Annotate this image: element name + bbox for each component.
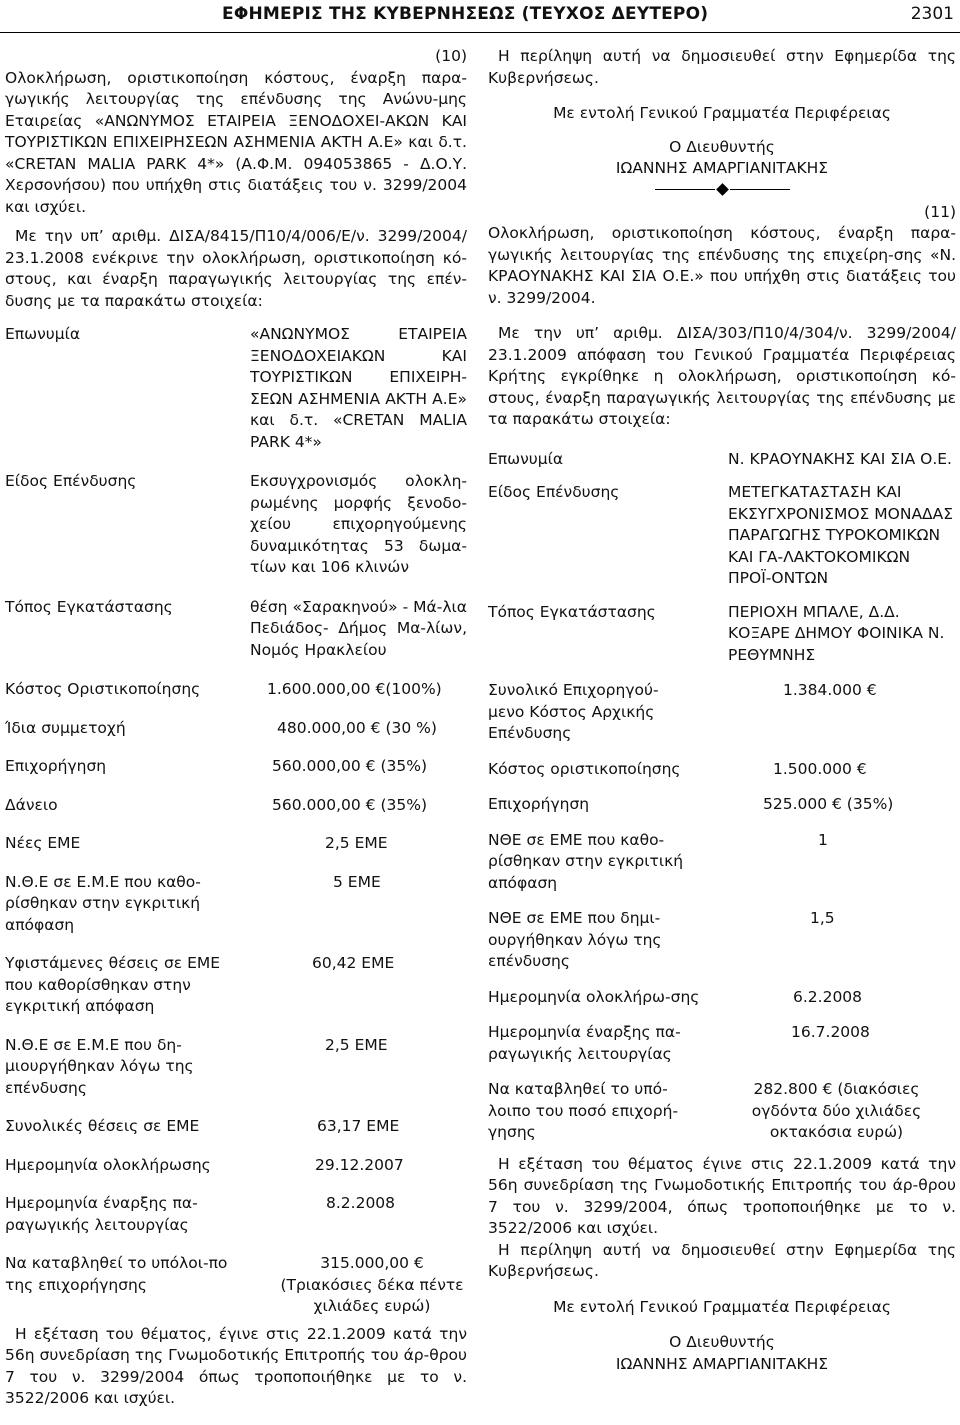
announcement-intro: Ολοκλήρωση, οριστικοποίηση κόστους, έναρξη παρα-γωγικής λειτουργίας της επένδυσης της Ανώνυ-μης Εταιρείας «ΑΝΩΝΥΜΟΣ ΕΤΑΙΡΕΙΑ ΞΕΝΟΔΟΧΕΙ-ΑΚΩΝ ΚΑΙ ΤΟΥΡΙΣΤΙΚΩΝ ΕΠΙΧΕΙΡΗΣΕΩΝ ΑΣΗΜΕΝΙΑ ΑΚΤΗ Α.Ε» και δ.τ. «CRETAN MALIA PARK 4*» (Α.Φ.Μ. 094053865 - Δ.Ο.Υ. Χερσονήσου) που υπήχθη στις διατάξεις του ν. 3299/2004 και ισχύει.: [5, 68, 467, 216]
row-value: 6.2.2008: [793, 987, 863, 1006]
row-label: Ημερομηνία ολοκλήρω-σης: [488, 987, 700, 1006]
table-row: [5, 1155, 467, 1177]
row-value: 2,5 ΕΜΕ: [325, 1035, 388, 1054]
row-value: 1.600.000,00 €(100%): [267, 680, 442, 698]
row-label: Επωνυμία: [5, 325, 81, 343]
row-label: Κόστος Οριστικοποίησης: [5, 680, 201, 698]
table-row: [488, 830, 956, 895]
row-label: Ημερομηνία έναρξης πα-ραγωγικής λειτουργίας: [5, 1194, 198, 1234]
table-row: [5, 795, 467, 817]
table-row: [5, 833, 467, 855]
section-divider: [488, 185, 956, 194]
row-value: 29.12.2007: [315, 1155, 404, 1174]
row-label: Συνολικές θέσεις σε ΕΜΕ: [5, 1117, 200, 1135]
table-row: [5, 324, 467, 453]
row-value: «ΑΝΩΝΥΜΟΣ ΕΤΑΙΡΕΙΑ ΞΕΝΟΔΟΧΕΙΑΚΩΝ ΚΑΙ ΤΟΥΡΙΣΤΙΚΩΝ ΕΠΙΧΕΙΡΗ-ΣΕΩΝ ΑΣΗΜΕΝΙΑ ΑΚΤΗ Α.Ε» και δ.τ. «CRETAN MALIA PARK 4*»: [250, 325, 467, 451]
table-row: [488, 794, 956, 816]
publication-note: Η περίληψη αυτή να δημοσιευθεί στην Εφημερίδα της Κυβερνήσεως.: [488, 1240, 956, 1280]
row-label: Είδος Επένδυσης: [488, 483, 620, 501]
row-label: Νέες ΕΜΕ: [5, 834, 81, 852]
row-value: 315.000,00 € (Τριακόσιες δέκα πέντε χιλιάδες ευρώ): [280, 1254, 464, 1315]
page-header: [0, 2, 960, 28]
row-label: Υφιστάμενες θέσεις σε ΕΜΕ που καθορίσθηκαν στην εγκριτική απόφαση: [5, 954, 221, 1015]
row-label: Κόστος οριστικοποίησης: [488, 759, 681, 778]
row-label: Τόπος Εγκατάστασης: [5, 597, 173, 616]
director-title: Ο Διευθυντής: [669, 1333, 775, 1351]
investment-table: [5, 324, 467, 1318]
row-value: 525.000 € (35%): [763, 795, 894, 813]
row-value: 560.000,00 € (35%): [272, 757, 428, 775]
announcement-intro: Ολοκλήρωση, οριστικοποίηση κόστους, έναρξη παρα-γωγικής λειτουργίας της επένδυσης της επιχείρη-σης «Ν. ΚΡΑΟΥΝΑΚΗΣ ΚΑΙ ΣΙΑ Ο.Ε.» που υπήχθη στις διατάξεις του ν. 3299/2004.: [488, 224, 956, 307]
examination-text: Η εξέταση του θέματος έγινε στις 22.1.2009 κατά την 56η συνεδρίαση της Γνωμοδοτικής Επιτροπής του άρ-θρου 7 του ν. 3299/2004, όπως τροποποιήθηκε με το ν. 3522/2006 και ισχύει.: [488, 1154, 956, 1237]
row-label: ΝΘΕ σε ΕΜΕ που δημι-ουργήθηκαν λόγω της επένδυσης: [488, 909, 662, 970]
row-label: Ημερομηνία ολοκλήρωσης: [5, 1155, 211, 1174]
director-name: ΙΩΑΝΝΗΣ ΑΜΑΡΓΙΑΝΙΤΑΚΗΣ: [615, 159, 829, 177]
row-label: Να καταβληθεί το υπόλοι-πο της επιχορήγησης: [5, 1254, 228, 1294]
row-label: Να καταβληθεί το υπό-λοιπο του ποσό επιχορή-γησης: [488, 1080, 679, 1141]
table-row: [488, 680, 956, 745]
row-value: 16.7.2008: [791, 1023, 870, 1041]
director-title: Ο Διευθυντής: [669, 137, 775, 156]
row-value: 1.384.000 €: [783, 681, 877, 699]
decision-text: Με την υπ’ αριθμ. ΔΙΣΑ/8415/Π10/4/006/Ε/ν. 3299/2004/ 23.1.2008 ενέκρινε την ολοκλήρωση, οριστικοποίηση κό-στους, και έναρξη παραγωγικής λειτουργίας της επέν-δυσης με τα παρακάτω στοιχεία:: [5, 227, 467, 310]
table-row: [5, 953, 467, 1018]
row-label: Ημερομηνία έναρξης πα-ραγωγικής λειτουργίας: [488, 1023, 681, 1063]
table-row: [5, 872, 467, 937]
row-value: ΠΕΡΙΟΧΗ ΜΠΑΛΕ, Δ.Δ. ΚΟΞΑΡΕ ΔΗΜΟΥ ΦΟΙΝΙΚΑ Ν. ΡΕΘΥΜΝΗΣ: [728, 602, 945, 664]
row-label: Ν.Θ.Ε σε Ε.Μ.Ε που δη-μιουργήθηκαν λόγω της επένδυσης: [5, 1035, 194, 1097]
row-label: Ίδια συμμετοχή: [5, 718, 126, 737]
announcement-number: (11): [924, 202, 956, 221]
row-label: Είδος Επένδυσης: [5, 472, 137, 490]
table-row: [5, 718, 467, 740]
row-label: Επιχορήγηση: [488, 795, 590, 813]
table-row: [5, 597, 467, 662]
table-row: [488, 759, 956, 781]
table-row: [488, 482, 956, 590]
order-line: Με εντολή Γενικού Γραμματέα Περιφέρειας: [553, 1297, 891, 1316]
row-label: Ν.Θ.Ε σε Ε.Μ.Ε που καθο-ρίσθηκαν στην εγκριτική απόφαση: [5, 872, 201, 934]
row-value: 560.000,00 € (35%): [272, 795, 428, 814]
diamond-icon: [716, 183, 729, 196]
publication-note: Η περίληψη αυτή να δημοσιευθεί στην Εφημερίδα της Κυβερνήσεως.: [488, 47, 956, 87]
row-value: 282.800 € (διακόσιες ογδόντα δύο χιλιάδες οκτακόσια ευρώ): [751, 1080, 922, 1141]
right-column: [488, 46, 956, 1375]
decision-text: Με την υπ’ αριθμ. ΔΙΣΑ/303/Π10/4/304/ν. 3299/2004/ 23.1.2009 απόφαση του Γενικού Γραμματέα Περιφέρειας Κρήτης εγκρίθηκε η ολοκλήρωση, οριστικοποίηση κό-στους, έναρξη παραγωγικής λειτουργίας της επένδυσης με τα παρακάτω στοιχεία:: [488, 324, 956, 428]
table-row: [488, 1022, 956, 1065]
row-label: ΝΘΕ σε ΕΜΕ που καθο-ρίσθηκαν στην εγκριτική απόφαση: [488, 830, 684, 892]
table-row: [488, 1079, 956, 1144]
table-row: [488, 602, 956, 667]
row-label: Τόπος Εγκατάστασης: [488, 602, 656, 621]
table-row: [488, 908, 956, 973]
director-name: ΙΩΑΝΝΗΣ ΑΜΑΡΓΙΑΝΙΤΑΚΗΣ: [615, 1354, 829, 1373]
table-row: [5, 1253, 467, 1318]
page-number: 2301: [910, 4, 954, 24]
table-row: [5, 1193, 467, 1236]
table-row: [5, 679, 467, 701]
row-value: θέση «Σαρακηνού» - Μά-λια Πεδιάδος- Δήμος Μα-λίων, Νομός Ηρακλείου: [250, 597, 467, 659]
row-value: ΜΕΤΕΓΚΑΤΑΣΤΑΣΗ ΚΑΙ ΕΚΣΥΓΧΡΟΝΙΣΜΟΣ ΜΟΝΑΔΑΣ ΠΑΡΑΓΩΓΗΣ ΤΥΡΟΚΟΜΙΚΩΝ ΚΑΙ ΓΑ-ΛΑΚΤΟΚΟΜΙΚΩΝ ΠΡΟΪ-ΟΝΤΩΝ: [728, 483, 954, 587]
row-label: Δάνειο: [5, 795, 58, 814]
row-value: Εκσυγχρονισμός ολοκλη-ρωμένης μορφής ξενοδο-χείου επιχορηγούμενης δυναμικότητας 53 δωμα-τίων και 106 κλινών: [250, 472, 467, 576]
table-row: [5, 1116, 467, 1138]
gazette-title: ΕΦΗΜΕΡΙΣ ΤΗΣ ΚΥΒΕΡΝΗΣΕΩΣ (ΤΕΥΧΟΣ ΔΕΥΤΕΡΟ): [222, 4, 709, 24]
row-value: 2,5 ΕΜΕ: [325, 834, 388, 852]
row-value: 5 ΕΜΕ: [333, 872, 381, 891]
row-value: Ν. ΚΡΑΟΥΝΑΚΗΣ ΚΑΙ ΣΙΑ Ο.Ε.: [728, 449, 952, 468]
order-line: Με εντολή Γενικού Γραμματέα Περιφέρειας: [553, 104, 891, 122]
announcement-number: (10): [435, 47, 467, 65]
examination-text: Η εξέταση του θέματος, έγινε στις 22.1.2009 κατά την 56η συνεδρίαση της Γνωμοδοτικής Επιτροπής του άρ-θρου 7 του ν. 3299/2004 όπως τροποποιήθηκε με το ν. 3522/2006 και ισχύει.: [5, 1324, 467, 1407]
row-label: Επωνυμία: [488, 449, 564, 468]
table-row: [5, 1035, 467, 1100]
header-rule: [0, 32, 960, 33]
table-row: [488, 987, 956, 1009]
table-row: [5, 756, 467, 778]
table-row: [488, 449, 956, 471]
row-value: 1.500.000 €: [773, 759, 867, 778]
row-label: Συνολικό Επιχορηγού-μενο Κόστος Αρχικής Επένδυσης: [488, 681, 659, 742]
table-row: [5, 471, 467, 579]
row-value: 480.000,00 € (30 %): [277, 718, 437, 737]
row-label: Επιχορήγηση: [5, 757, 107, 775]
row-value: 63,17 ΕΜΕ: [317, 1117, 400, 1135]
row-value: 60,42 ΕΜΕ: [312, 954, 395, 972]
investment-table: [488, 449, 956, 1144]
row-value: 1: [818, 830, 828, 849]
left-column: [5, 46, 467, 1410]
row-value: 1,5: [810, 909, 835, 927]
row-value: 8.2.2008: [326, 1194, 396, 1212]
